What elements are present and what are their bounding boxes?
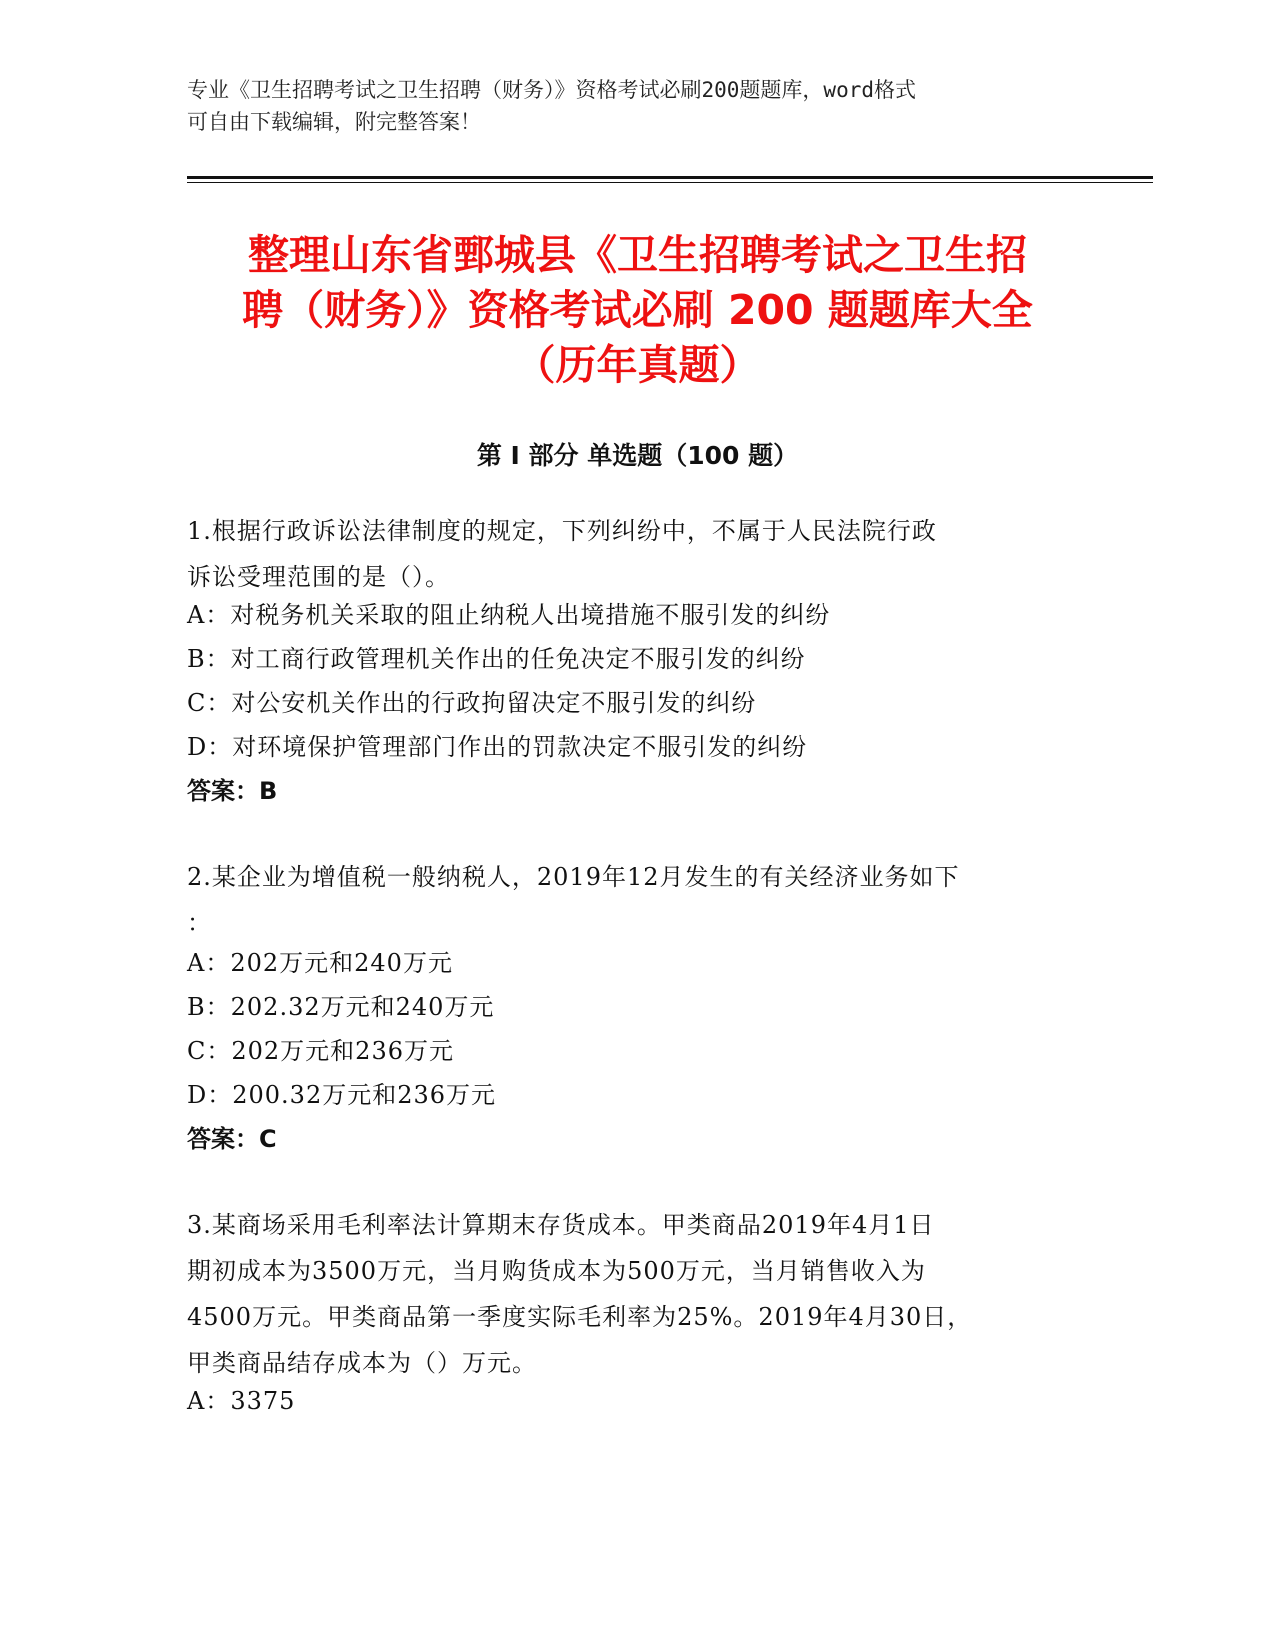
question-2-answer: 答案：C (187, 1125, 277, 1153)
question-1-option-a: A：对税务机关采取的阻止纳税人出境措施不服引发的纠纷 (187, 601, 831, 629)
question-2-option-a: A：202万元和240万元 (187, 949, 453, 977)
title-line-3: （历年真题） (514, 341, 761, 389)
section-title: 第 I 部分 单选题（100 题） (476, 441, 799, 470)
question-1-line-2: 诉讼受理范围的是（）。 (187, 563, 450, 591)
question-3-line-3: 4500万元。甲类商品第一季度实际毛利率为25%。2019年4月30日， (187, 1303, 973, 1331)
question-2-option-b: B：202.32万元和240万元 (187, 993, 495, 1021)
question-1-answer: 答案：B (187, 777, 278, 805)
question-3-option-a: A：3375 (187, 1387, 296, 1415)
question-1-line-1: 1.根据行政诉讼法律制度的规定，下列纠纷中，不属于人民法院行政 (187, 517, 937, 545)
question-3-line-1: 3.某商场采用毛利率法计算期末存货成本。甲类商品2019年4月1日 (187, 1211, 935, 1239)
question-2-option-c: C：202万元和236万元 (187, 1037, 454, 1065)
title-line-1: 整理山东省鄄城县《卫生招聘考试之卫生招 (248, 231, 1027, 279)
question-1-option-b: B：对工商行政管理机关作出的任免决定不服引发的纠纷 (187, 645, 806, 673)
question-2-text (187, 854, 1087, 946)
question-2-option-d: D：200.32万元和236万元 (187, 1081, 497, 1109)
question-1-option-c: C：对公安机关作出的行政拘留决定不服引发的纠纷 (187, 689, 757, 717)
question-3-line-4: 甲类商品结存成本为（）万元。 (187, 1349, 537, 1377)
question-3-line-2: 期初成本为3500万元，当月购货成本为500万元，当月销售收入为 (187, 1257, 926, 1285)
question-3-text (187, 1202, 1087, 1386)
header-note (187, 74, 1067, 138)
header-note-line-2: 可自由下载编辑，附完整答案！ (187, 110, 481, 134)
header-divider-thin (187, 182, 1153, 183)
document-title (150, 228, 1125, 393)
header-divider-thick (187, 176, 1153, 179)
header-note-line-1: 专业《卫生招聘考试之卫生招聘（财务）》资格考试必刷200题题库，word格式 (187, 78, 916, 102)
question-1-option-d: D：对环境保护管理部门作出的罚款决定不服引发的纠纷 (187, 733, 808, 761)
title-line-2: 聘（财务）》资格考试必刷 200 题题库大全 (242, 286, 1033, 334)
question-2-line-1: 2.某企业为增值税一般纳税人，2019年12月发生的有关经济业务如下 (187, 863, 960, 891)
question-2-line-2: ： (187, 909, 212, 937)
question-1-text (187, 508, 1087, 600)
